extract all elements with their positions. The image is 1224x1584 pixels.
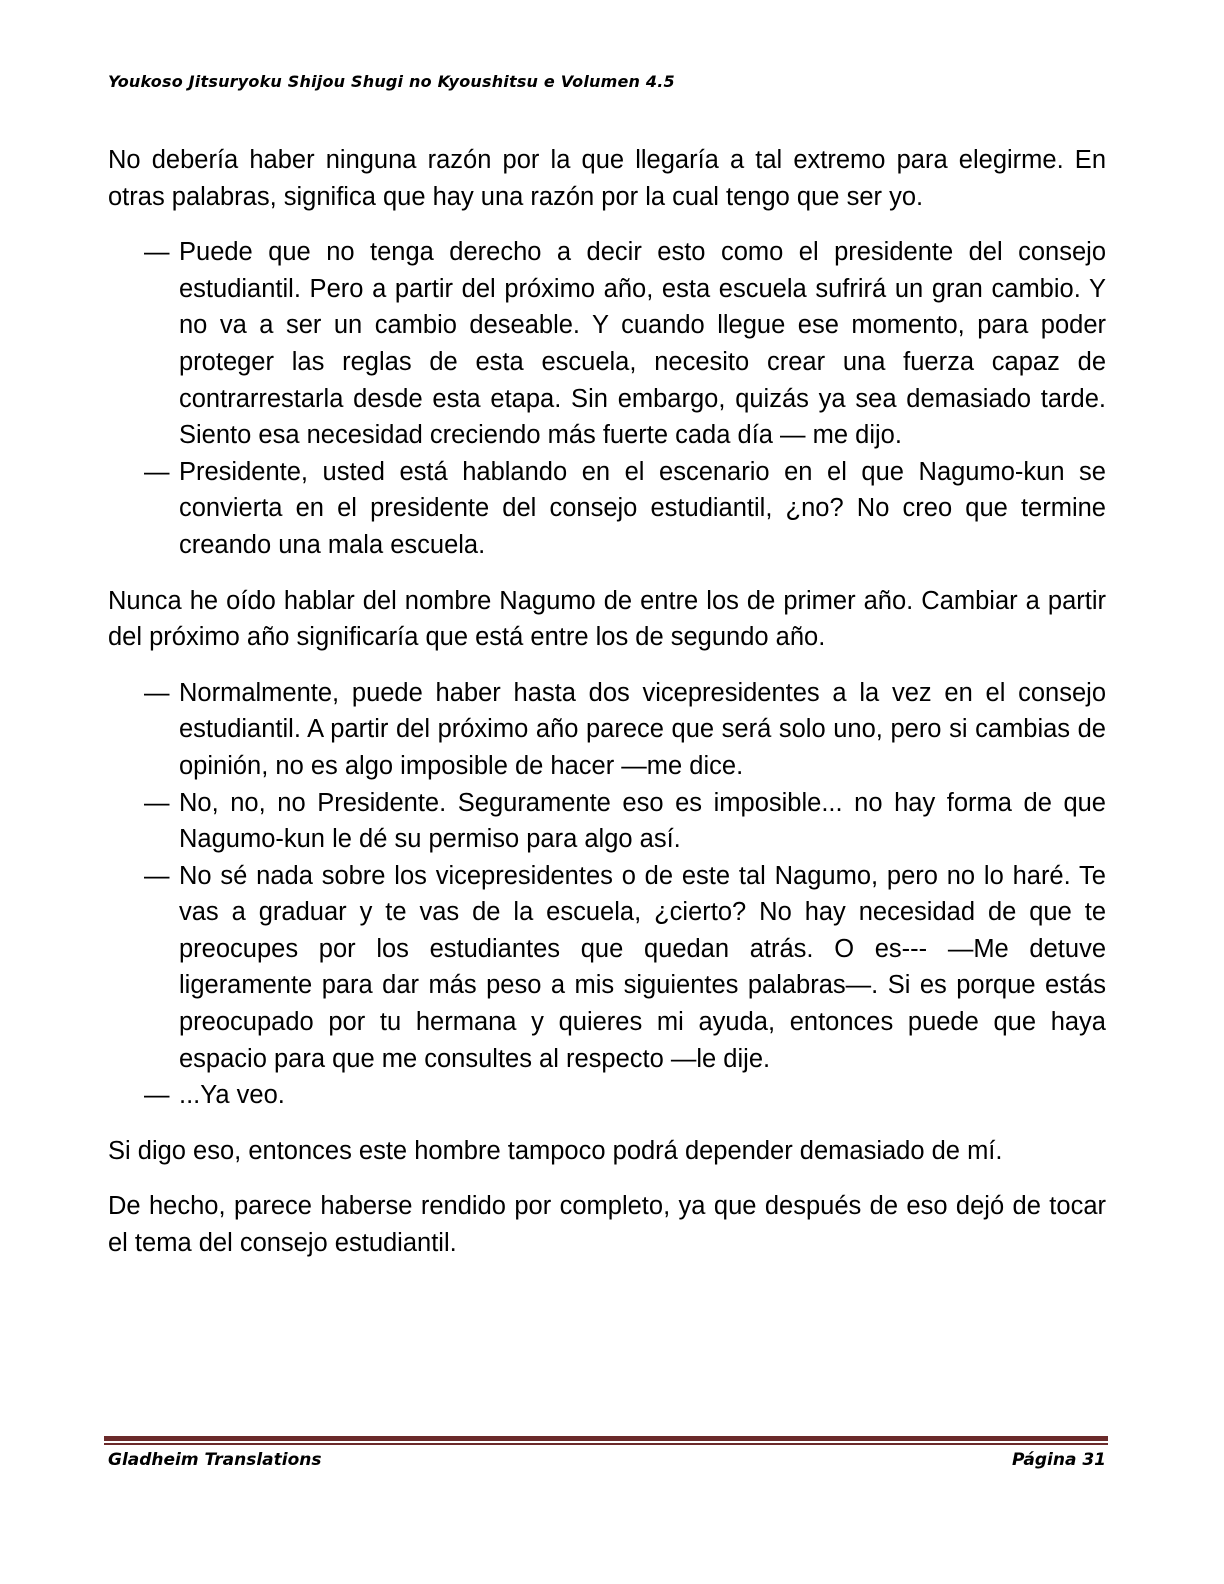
dialogue-dash: — xyxy=(144,238,170,267)
dialogue-dash: — xyxy=(144,788,170,817)
paragraph-1: No debería haber ninguna razón por la que llegaría a tal extremo para elegirme. En otras palabras, significa que hay una razón por la cual tengo que ser yo. xyxy=(108,146,1106,211)
dialogue-line xyxy=(108,675,1106,785)
dialogue-line xyxy=(108,1077,1106,1114)
dialogue-dash: — xyxy=(144,861,170,890)
footer-divider-thick xyxy=(104,1436,1108,1441)
dialogue-dash: — xyxy=(144,457,170,486)
footer-page-number: Página 31 xyxy=(1012,1450,1106,1470)
paragraph-2: Nunca he oído hablar del nombre Nagumo de entre los de primer año. Cambiar a partir del próximo año significaría que está entre los de segundo año. xyxy=(108,586,1106,652)
dialogue-text: No, no, no Presidente. Seguramente eso es imposible... no hay forma de que Nagumo-kun le dé su permiso para algo así. xyxy=(179,788,1106,854)
dialogue-text: ...Ya veo. xyxy=(179,1081,285,1110)
dialogue-text: Presidente, usted está hablando en el escenario en el que Nagumo-kun se convierta en el presidente del consejo estudiantil, ¿no? No creo que termine creando una mala escuela. xyxy=(179,457,1106,559)
dialogue-line xyxy=(108,454,1106,564)
footer-divider xyxy=(104,1436,1108,1446)
paragraph-3: Si digo eso, entonces este hombre tampoco podrá depender demasiado de mí. xyxy=(108,1136,1003,1165)
footer-translator: Gladheim Translations xyxy=(108,1450,322,1470)
footer-divider-thin xyxy=(104,1443,1108,1445)
page-header-title: Youkoso Jitsuryoku Shijou Shugi no Kyoushitsu e Volumen 4.5 xyxy=(108,72,675,91)
dialogue-block-1 xyxy=(108,234,1106,563)
dialogue-line xyxy=(108,234,1106,454)
dialogue-line xyxy=(108,785,1106,858)
dialogue-text: Normalmente, puede haber hasta dos vicepresidentes a la vez en el consejo estudiantil. A partir del próximo año parece que será solo uno, pero si cambias de opinión, no es algo imposible de hacer —me dice. xyxy=(179,678,1106,780)
paragraph-4: De hecho, parece haberse rendido por completo, ya que después de eso dejó de tocar el tema del consejo estudiantil. xyxy=(108,1192,1106,1258)
dialogue-dash: — xyxy=(144,1081,170,1110)
page-body xyxy=(108,142,1106,1281)
dialogue-text: No sé nada sobre los vicepresidentes o de este tal Nagumo, pero no lo haré. Te vas a graduar y te vas de la escuela, ¿cierto? No hay necesidad de que te preocupes por los estudiantes que quedan atrás. O es--- —Me detuve ligeramente para dar más peso a mis siguientes palabras—. Si es porque estás preocupado por tu hermana y quieres mi ayuda, entonces puede que haya espacio para que me consultes al respecto —le dije. xyxy=(179,861,1106,1073)
dialogue-dash: — xyxy=(144,678,170,707)
dialogue-block-2 xyxy=(108,675,1106,1114)
dialogue-text: Puede que no tenga derecho a decir esto como el presidente del consejo estudiantil. Pero a partir del próximo año, esta escuela sufrirá un gran cambio. Y no va a ser un cambio deseable. Y cuando llegue ese momento, para poder proteger las reglas de esta escuela, necesito crear una fuerza capaz de contrarrestarla desde esta etapa. Sin embargo, quizás ya sea demasiado tarde. Siento esa necesidad creciendo más fuerte cada día — me dijo. xyxy=(179,238,1106,450)
dialogue-line xyxy=(108,858,1106,1078)
